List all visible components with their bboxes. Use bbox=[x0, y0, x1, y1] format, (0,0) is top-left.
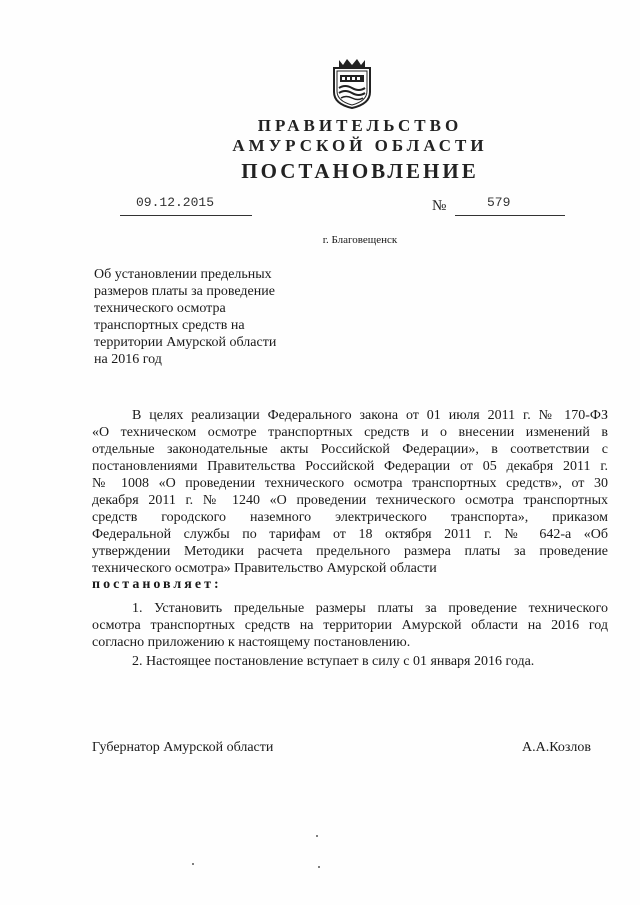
number-field bbox=[455, 194, 565, 216]
item-1-line: согласно приложению к настоящему постановлению. bbox=[92, 635, 411, 650]
scan-speck bbox=[316, 835, 318, 837]
number-sign: № bbox=[432, 198, 447, 214]
signatory-name: А.А.Козлов bbox=[522, 740, 591, 755]
item-2-line: 2. Настоящее постановление вступает в силу с 01 января 2016 года. bbox=[132, 654, 535, 669]
subject-heading bbox=[94, 266, 314, 368]
preamble-line: отдельные законодательные акты Российской Федерации», в соответствии с bbox=[92, 442, 608, 457]
preamble-line: № 1008 «О проведении технического осмотра транспортных средств», от 30 bbox=[92, 476, 608, 491]
preamble-line: декабря 2011 г. № 1240 «О проведении технического осмотра транспортных bbox=[92, 493, 608, 508]
document-type-title: ПОСТАНОВЛЕНИЕ bbox=[241, 159, 479, 183]
preamble-line: постановлениями Правительства Российской Федерации от 05 декабря 2011 г. bbox=[92, 459, 608, 474]
scan-speck bbox=[192, 863, 194, 865]
document-number: 579 bbox=[487, 195, 511, 210]
org-name-line1: ПРАВИТЕЛЬСТВО bbox=[257, 116, 463, 135]
preamble-line: утверждении Методики расчета предельного размера платы за проведение bbox=[92, 544, 608, 559]
subject-line: размеров платы за проведение bbox=[94, 284, 275, 299]
subject-line: технического осмотра bbox=[94, 301, 226, 316]
preamble-line: Федеральной службы по тарифам от 18 октября 2011 г. № 642-а «Об bbox=[92, 527, 608, 542]
resolves-heading: постановляет: bbox=[92, 577, 222, 592]
scan-speck bbox=[318, 866, 320, 868]
preamble-line: средств городского наземного электрического транспорта», приказом bbox=[92, 510, 608, 525]
signatory-title: Губернатор Амурской области bbox=[92, 740, 274, 755]
date-field bbox=[120, 194, 252, 216]
document-date: 09.12.2015 bbox=[136, 195, 215, 210]
item-1-line: осмотра транспортных средств на территории Амурской области на 2016 год bbox=[92, 618, 608, 633]
item-1-line: 1. Установить предельные размеры платы за проведение технического bbox=[132, 601, 608, 616]
preamble-line: технического осмотра» Правительство Амурской области bbox=[92, 561, 437, 576]
org-name-line2: АМУРСКОЙ ОБЛАСТИ bbox=[232, 136, 488, 155]
subject-line: территории Амурской области bbox=[94, 335, 277, 350]
preamble-line: В целях реализации Федерального закона от 01 июля 2011 г. № 170-ФЗ bbox=[132, 408, 608, 423]
preamble-line: «О техническом осмотре транспортных средств и о внесении изменений в bbox=[92, 425, 608, 440]
subject-line: Об установлении предельных bbox=[94, 267, 272, 282]
city-label: г. Благовещенск bbox=[322, 234, 398, 246]
coat-of-arms-icon bbox=[330, 58, 374, 110]
subject-line: транспортных средств на bbox=[94, 318, 245, 333]
subject-line: на 2016 год bbox=[94, 352, 162, 367]
